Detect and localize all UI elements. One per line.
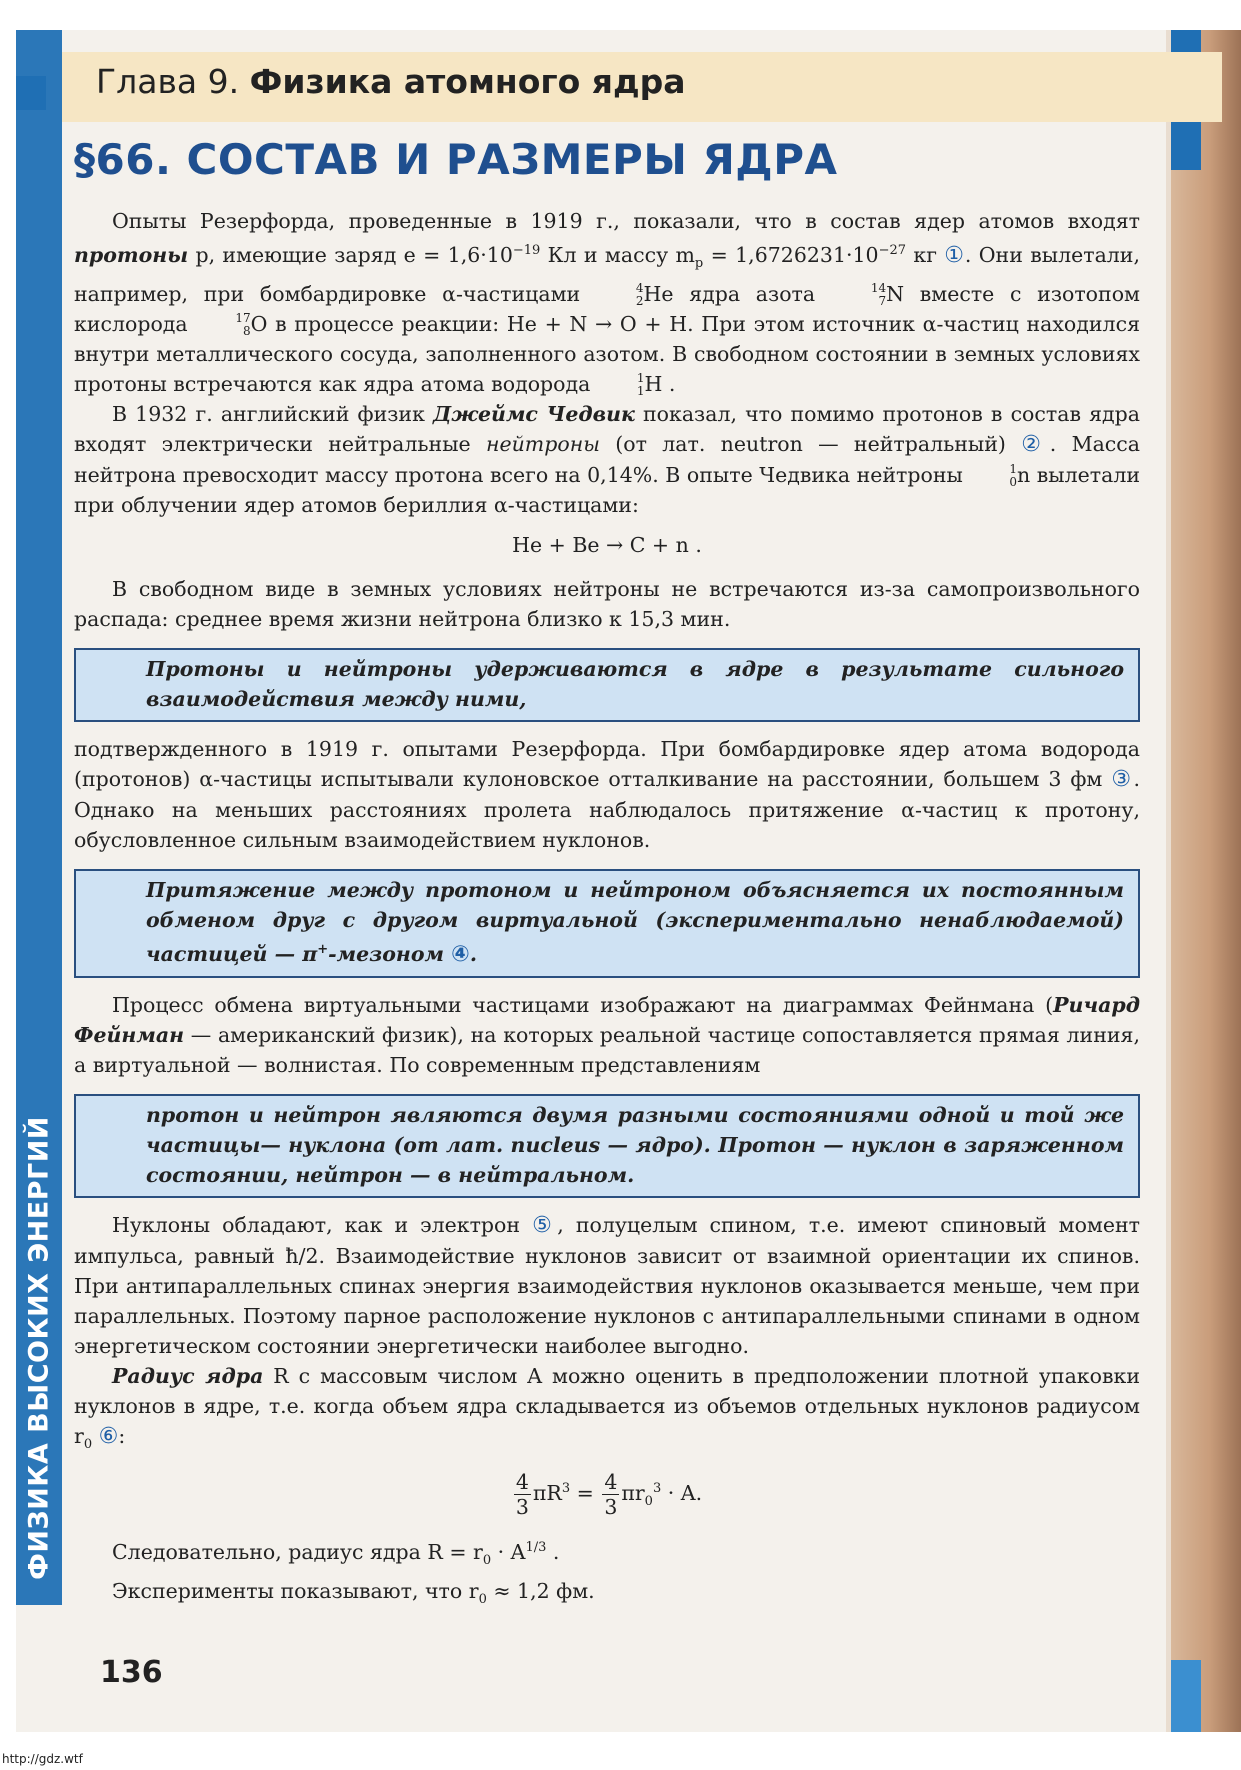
- marker-1: ①: [944, 242, 965, 268]
- left-strip-marker: [16, 76, 46, 110]
- person-chadwick: Джеймс Чедвик: [433, 401, 635, 426]
- paragraph-8: Следовательно, радиус ядра $R = r_0 \cdot A^{1/3}$ .: [112, 1539, 560, 1568]
- paragraph-7: Радиус ядра R с массовым числом A можно оценить в предположении плотной упаковки нуклонов в ядре, т.е. когда объем ядра складывается из объемов отдельных нуклонов радиусом $r_0$ ⑥:: [74, 1363, 1140, 1452]
- marker-4: ④: [451, 941, 470, 967]
- book-spine: [1171, 30, 1241, 1732]
- highlight-box-strong-interaction: [74, 648, 1140, 722]
- term-nucleus-radius: Радиус ядра: [112, 1363, 264, 1388]
- person-feynman: Ричард Фейнман: [74, 992, 1140, 1047]
- formula-chadwick-reaction: He + Be → C + n .: [512, 532, 702, 557]
- reaction-1: He + N → O + H: [506, 311, 688, 336]
- paragraph-1: Опыты Резерфорда, проведенные в 1919 г., показали, что в состав ядер атомов входят протоны p, имеющие заряд $e = 1,6\cdot 10^{-19}$ Кл и массу $m_p = 1,6726231\cdot 10^{-27}$ кг ①. Они вылетали, например, при бомбардировке α-частицами 4 2 He ядра азота 14 7 N вместе с изотопом кислорода 17 8 O в процессе реакции: He + N → O + H. При этом источник α-частиц находился внутри металлического сосуда, заполненного азотом. В свободном состоянии в земных условиях протоны встречаются как ядра атома водорода 1 1 H .: [74, 209, 1140, 399]
- marker-6: ⑥: [98, 1423, 119, 1449]
- highlight-box-nucleon: [74, 1094, 1140, 1198]
- term-protons: протоны: [74, 242, 189, 267]
- paragraph-3: В свободном виде в земных условиях нейтроны не встречаются из-за самопроизвольного распада: среднее время жизни нейтрона близко к 15,3 мин.: [74, 576, 1140, 631]
- chapter-title: [96, 62, 686, 101]
- box-3-text: протон и нейтрон являются двумя разными состояниями одной и той же частицы— нуклона (от лат. nucleus — ядро). Протон — нуклон в заряженном состоянии, нейтрон — в нейтральном.: [146, 1102, 1124, 1187]
- term-neutrons: нейтроны: [485, 431, 600, 456]
- chapter-prefix: Глава 9.: [96, 62, 240, 101]
- side-label-text: ФИЗИКА ВЫСОКИХ ЭНЕРГИЙ: [23, 1115, 55, 1580]
- marker-5: ⑤: [532, 1212, 558, 1238]
- section-side-label: [16, 1090, 62, 1605]
- body-text: [74, 206, 1140, 1615]
- footer-url: http://gdz.wtf: [2, 1752, 83, 1766]
- paragraph-5: Процесс обмена виртуальными частицами изображают на диаграммах Фейнмана (Ричард Фейнман — американский физик), на которых реальной частице сопоставляется прямая линия, а виртуальной — волнистая. По современным представлениям: [74, 992, 1140, 1077]
- box-1-text: Протоны и нейтроны удерживаются в ядре в результате сильного взаимодействия между ними,: [146, 656, 1124, 711]
- paragraph-4: подтвержденного в 1919 г. опытами Резерфорда. При бомбардировке ядер атома водорода (протонов) α-частицы испытывали кулоновское отталкивание на расстоянии, большем 3 фм ③. Однако на меньших расстояниях пролета наблюдалось притяжение α-частиц к протону, обусловленное сильным взаимодействием нуклонов.: [74, 736, 1140, 852]
- chapter-name: Физика атомного ядра: [249, 62, 686, 101]
- formula-volume: $\frac{4}{3}$ $\pi R^3$ = $\frac{4}{3}$ $\pi r_0^3 \cdot A$.: [515, 1469, 703, 1519]
- paragraph-6: Нуклоны обладают, как и электрон ⑤, полуцелым спином, т.е. имеют спиновый момент импульса, равный ħ/2. Взаимодействие нуклонов зависит от взаимной ориентации их спинов. При антипараллельных спинах энергия взаимодействия нуклонов оказывается меньше, чем при параллельных. Поэтому парное расположение нуклонов с антипараллельными спинами в одном энергетическом состоянии энергетически наиболее выгодно.: [74, 1212, 1140, 1358]
- paragraph-9: Эксперименты показывают, что $r_0 \approx 1,2$ фм.: [112, 1578, 595, 1607]
- highlight-box-meson-exchange: [74, 869, 1140, 978]
- marker-2: ②: [1021, 431, 1050, 457]
- page-number: 136: [100, 1655, 163, 1690]
- box-2-text: Притяжение между протоном и нейтроном объясняется их постоянным обменом друг с другом виртуальной (экспериментально ненаблюдаемой) частицей — π+-мезоном ④.: [146, 877, 1124, 967]
- section-title: §66. СОСТАВ И РАЗМЕРЫ ЯДРА: [74, 135, 838, 184]
- spine-tab-bottom: [1171, 1660, 1201, 1732]
- marker-3: ③: [1111, 766, 1134, 792]
- paragraph-2: В 1932 г. английский физик Джеймс Чедвик показал, что помимо протонов в состав ядра входят электрически нейтральные нейтроны (от лат. neutron — нейтральный) ②. Масса нейтрона превосходит массу протона всего на 0,14%. В опыте Чедвика нейтроны 1 0 n вылетали при облучении ядер атомов бериллия α-частицами:: [74, 401, 1141, 517]
